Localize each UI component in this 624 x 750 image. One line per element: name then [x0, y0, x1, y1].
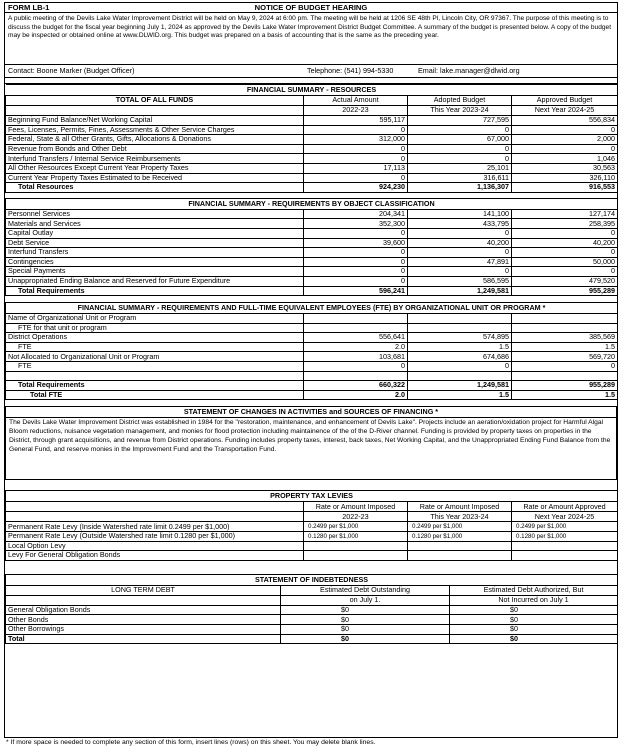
tax-value-b: 0.1280 per $1,000 — [408, 532, 512, 542]
fte-row — [6, 342, 618, 352]
resources-value-a: 17,113 — [304, 163, 408, 173]
fte-value-a: 556,641 — [304, 333, 408, 343]
requirements-row — [6, 248, 618, 258]
debt-col2-a: Estimated Debt Authorized, But — [450, 585, 618, 595]
resources-total-a: 924,230 — [304, 183, 408, 193]
requirements-label: Capital Outlay — [6, 228, 304, 238]
requirements-label: Contingencies — [6, 257, 304, 267]
debt-row — [6, 615, 618, 625]
resources-value-b: 316,611 — [408, 173, 512, 183]
resources-value-c: 326,110 — [512, 173, 618, 183]
tax-col3-b: Next Year 2024-25 — [512, 512, 618, 522]
resources-value-b: 67,000 — [408, 135, 512, 145]
debt-value-a: $0 — [281, 615, 450, 625]
debt-table — [5, 574, 618, 644]
fte-total-fte-a: 2.0 — [304, 390, 408, 400]
resources-value-b: 25,101 — [408, 163, 512, 173]
requirements-label: Interfund Transfers — [6, 248, 304, 258]
resources-value-a: 0 — [304, 125, 408, 135]
fte-total-req-c: 955,289 — [512, 381, 618, 391]
resources-row — [6, 154, 618, 164]
debt-label: General Obligation Bonds — [6, 605, 281, 615]
resources-row — [6, 135, 618, 145]
requirements-value-c: 0 — [512, 267, 618, 277]
requirements-row — [6, 276, 618, 286]
requirements-value-c: 258,395 — [512, 219, 618, 229]
fte-label: Not Allocated to Organizational Unit or Program — [6, 352, 304, 362]
requirements-total-b: 1,249,581 — [408, 286, 512, 296]
fte-label: District Operations — [6, 333, 304, 343]
requirements-value-a: 0 — [304, 248, 408, 258]
requirements-value-a: 39,600 — [304, 238, 408, 248]
resources-col1-b: 2022-23 — [304, 106, 408, 116]
resources-row — [6, 116, 618, 126]
notice-text: A public meeting of the Devils Lake Water Improvement District will be held on May 9, 2024 at 6:00 pm. The meeting will be held at 1206 SE 48th Pl, Lincoln City, OR 97367. The purpose of this meeting is to discuss the budget for the fiscal year beginning July 1, 2024 as approved by the Devils Lake Water Improvement District Budget Committee. A summary of the budget is presented below. A copy of the budget may be inspected or obtained online at www.DLWID.org. This budget was prepared on a basis of accounting that is the same as the preceding year. — [5, 13, 617, 65]
requirements-total-a: 596,241 — [304, 286, 408, 296]
requirements-row — [6, 219, 618, 229]
resources-col1-a: Actual Amount — [304, 96, 408, 106]
fte-label: FTE — [6, 342, 304, 352]
resources-row — [6, 125, 618, 135]
debt-col2-b: Not Incurred on July 1 — [450, 595, 618, 605]
fte-total-req-a: 660,322 — [304, 381, 408, 391]
debt-row — [6, 605, 618, 615]
requirements-value-b: 141,100 — [408, 209, 512, 219]
requirements-total-c: 955,289 — [512, 286, 618, 296]
requirements-value-c: 40,200 — [512, 238, 618, 248]
requirements-value-b: 47,891 — [408, 257, 512, 267]
resources-col2-a: Adopted Budget — [408, 96, 512, 106]
resources-value-a: 0 — [304, 173, 408, 183]
debt-value-a: $0 — [281, 625, 450, 635]
debt-col-label: LONG TERM DEBT — [6, 585, 281, 595]
contact-email: Email: lake.manager@dlwid.org — [418, 66, 520, 75]
resources-value-c: 556,834 — [512, 116, 618, 126]
requirements-row — [6, 238, 618, 248]
resources-value-c: 1,046 — [512, 154, 618, 164]
requirements-value-a: 0 — [304, 267, 408, 277]
requirements-label: Debt Service — [6, 238, 304, 248]
budget-form — [4, 2, 618, 738]
debt-total-b: $0 — [450, 634, 618, 644]
resources-label: Beginning Fund Balance/Net Working Capital — [6, 116, 304, 126]
resources-value-c: 0 — [512, 144, 618, 154]
tax-value-a: 0.1280 per $1,000 — [304, 532, 408, 542]
requirements-label: Unappropriated Ending Balance and Reserved for Future Expenditure — [6, 276, 304, 286]
tax-label: Levy For General Obligation Bonds — [6, 551, 304, 561]
fte-total-fte-b: 1.5 — [408, 390, 512, 400]
resources-label: Revenue from Bonds and Other Debt — [6, 144, 304, 154]
tax-value-a — [304, 541, 408, 551]
tax-table — [5, 490, 618, 560]
resources-total-label: Total Resources — [6, 183, 304, 193]
fte-value-c: 0 — [512, 362, 618, 372]
requirements-label: Special Payments — [6, 267, 304, 277]
requirements-value-c: 0 — [512, 248, 618, 258]
tax-row — [6, 541, 618, 551]
requirements-row — [6, 267, 618, 277]
fte-value-b: 574,895 — [408, 333, 512, 343]
debt-title: STATEMENT OF INDEBTEDNESS — [6, 574, 618, 585]
tax-value-b — [408, 551, 512, 561]
requirements-value-b: 0 — [408, 228, 512, 238]
fte-value-c: 385,569 — [512, 333, 618, 343]
fte-row — [6, 333, 618, 343]
tax-value-b — [408, 541, 512, 551]
resources-col3-b: Next Year 2024-25 — [512, 106, 618, 116]
debt-value-b: $0 — [450, 605, 618, 615]
fte-total-req-label: Total Requirements — [6, 381, 304, 391]
tax-value-c — [512, 551, 618, 561]
resources-label: Current Year Property Taxes Estimated to be Received — [6, 173, 304, 183]
fte-label: FTE — [6, 362, 304, 372]
requirements-value-c: 479,520 — [512, 276, 618, 286]
resources-row — [6, 144, 618, 154]
resources-value-a: 595,117 — [304, 116, 408, 126]
resources-title: FINANCIAL SUMMARY - RESOURCES — [6, 85, 618, 96]
requirements-label: Personnel Services — [6, 209, 304, 219]
tax-value-c — [512, 541, 618, 551]
resources-table — [5, 84, 618, 193]
contact-row — [5, 65, 617, 78]
requirements-value-a: 0 — [304, 257, 408, 267]
tax-value-c: 0.2499 per $1,000 — [512, 522, 618, 532]
resources-value-b: 0 — [408, 125, 512, 135]
fte-row — [6, 352, 618, 362]
resources-value-a: 312,000 — [304, 135, 408, 145]
tax-label: Local Option Levy — [6, 541, 304, 551]
tax-col3-a: Rate or Amount Approved — [512, 502, 618, 512]
tax-title: PROPERTY TAX LEVIES — [6, 491, 618, 502]
resources-value-b: 727,595 — [408, 116, 512, 126]
requirements-value-a: 0 — [304, 228, 408, 238]
resources-value-c: 30,563 — [512, 163, 618, 173]
fte-row — [6, 362, 618, 372]
tax-label: Permanent Rate Levy (Inside Watershed rate limit 0.2499 per $1,000) — [6, 522, 304, 532]
resources-value-a: 0 — [304, 144, 408, 154]
fte-name-label: Name of Organizational Unit or Program — [6, 314, 304, 324]
tax-value-b: 0.2499 per $1,000 — [408, 522, 512, 532]
requirements-value-b: 586,595 — [408, 276, 512, 286]
tax-col1-a: Rate or Amount Imposed — [304, 502, 408, 512]
tax-value-a: 0.2499 per $1,000 — [304, 522, 408, 532]
debt-row — [6, 625, 618, 635]
tax-row — [6, 532, 618, 542]
form-title: NOTICE OF BUDGET HEARING — [254, 3, 368, 12]
contact-name: Contact: Boone Marker (Budget Officer) — [8, 66, 135, 75]
requirements-value-a: 0 — [304, 276, 408, 286]
tax-col2-b: This Year 2023-24 — [408, 512, 512, 522]
tax-row — [6, 522, 618, 532]
debt-total-label: Total — [6, 634, 281, 644]
debt-label: Other Bonds — [6, 615, 281, 625]
resources-total-c: 916,553 — [512, 183, 618, 193]
resources-value-b: 0 — [408, 144, 512, 154]
requirements-value-b: 0 — [408, 248, 512, 258]
requirements-label: Materials and Services — [6, 219, 304, 229]
contact-phone: Telephone: (541) 994-5330 — [307, 66, 394, 75]
requirements-row — [6, 209, 618, 219]
debt-value-b: $0 — [450, 615, 618, 625]
requirements-value-a: 204,341 — [304, 209, 408, 219]
fte-fte-label: FTE for that unit or program — [6, 323, 304, 333]
tax-value-c: 0.1280 per $1,000 — [512, 532, 618, 542]
fte-value-b: 0 — [408, 362, 512, 372]
resources-col2-b: This Year 2023-24 — [408, 106, 512, 116]
requirements-total-label: Total Requirements — [6, 286, 304, 296]
resources-label: Interfund Transfers / Internal Service Reimbursements — [6, 154, 304, 164]
requirements-value-b: 0 — [408, 267, 512, 277]
requirements-value-c: 0 — [512, 228, 618, 238]
requirements-row — [6, 228, 618, 238]
resources-row — [6, 163, 618, 173]
resources-value-c: 0 — [512, 125, 618, 135]
fte-total-fte-c: 1.5 — [512, 390, 618, 400]
form-label: FORM LB-1 — [8, 3, 50, 12]
tax-col1-b: 2022-23 — [304, 512, 408, 522]
footnote: * If more space is needed to complete any section of this form, insert lines (rows) on this sheet. You may delete blank lines. — [6, 739, 376, 746]
fte-value-c: 1.5 — [512, 342, 618, 352]
fte-value-a: 103,681 — [304, 352, 408, 362]
resources-col3-a: Approved Budget — [512, 96, 618, 106]
resources-total-b: 1,136,307 — [408, 183, 512, 193]
debt-col1-b: on July 1. — [281, 595, 450, 605]
fte-total-req-b: 1,249,581 — [408, 381, 512, 391]
resources-col-label: TOTAL OF ALL FUNDS — [6, 96, 304, 106]
tax-row — [6, 551, 618, 561]
resources-label: Fees, Licenses, Permits, Fines, Assessments & Other Service Charges — [6, 125, 304, 135]
fte-value-a: 2.0 — [304, 342, 408, 352]
requirements-value-c: 50,000 — [512, 257, 618, 267]
tax-label: Permanent Rate Levy (Outside Watershed rate limit 0.1280 per $1,000) — [6, 532, 304, 542]
debt-total-a: $0 — [281, 634, 450, 644]
fte-total-fte-label: Total FTE — [6, 390, 304, 400]
requirements-row — [6, 257, 618, 267]
resources-row — [6, 173, 618, 183]
fte-table — [5, 302, 618, 400]
resources-value-a: 0 — [304, 154, 408, 164]
requirements-value-b: 433,795 — [408, 219, 512, 229]
resources-label: Federal, State & all Other Grants, Gifts, Allocations & Donations — [6, 135, 304, 145]
requirements-value-c: 127,174 — [512, 209, 618, 219]
debt-value-b: $0 — [450, 625, 618, 635]
fte-value-c: 569,720 — [512, 352, 618, 362]
statement-text: The Devils Lake Water Improvement District was established in 1984 for the "restoration, maintenance, and enhancement of Devils Lake". Projects include an aeration/oxidation project for Harmful Algal Bloom reductions, nuisance vegetation management, and monies for flood protection including maintainence of the of the D-River channel. Funding is provided by property taxes on properties in the District, through grant acquisitions, and revenue from District operations. Funding includes property taxes, interest, back taxes, Net Working Capital, and the Unappropriated Ending Fund Balance from the General Fund, and reserve monies in the Improvement Fund and the Transportation Fund. — [5, 418, 617, 480]
resources-label: All Other Resources Except Current Year Property Taxes — [6, 163, 304, 173]
form-header — [5, 3, 617, 13]
statement-title: STATEMENT OF CHANGES IN ACTIVITIES and SOURCES OF FINANCING * — [6, 407, 617, 418]
fte-value-b: 674,686 — [408, 352, 512, 362]
requirements-value-b: 40,200 — [408, 238, 512, 248]
requirements-value-a: 352,300 — [304, 219, 408, 229]
tax-col2-a: Rate or Amount Imposed — [408, 502, 512, 512]
fte-value-a: 0 — [304, 362, 408, 372]
statement-table — [5, 406, 617, 418]
fte-value-b: 1.5 — [408, 342, 512, 352]
debt-value-a: $0 — [281, 605, 450, 615]
resources-value-b: 0 — [408, 154, 512, 164]
debt-col1-a: Estimated Debt Outstanding — [281, 585, 450, 595]
requirements-title: FINANCIAL SUMMARY - REQUIREMENTS BY OBJECT CLASSIFICATION — [6, 198, 618, 209]
fte-title: FINANCIAL SUMMARY - REQUIREMENTS AND FULL-TIME EQUIVALENT EMPLOYEES (FTE) BY ORGANIZATIONAL UNIT OR PROGRAM * — [6, 303, 618, 314]
resources-value-c: 2,000 — [512, 135, 618, 145]
debt-label: Other Borrowings — [6, 625, 281, 635]
requirements-table — [5, 198, 618, 296]
tax-value-a — [304, 551, 408, 561]
